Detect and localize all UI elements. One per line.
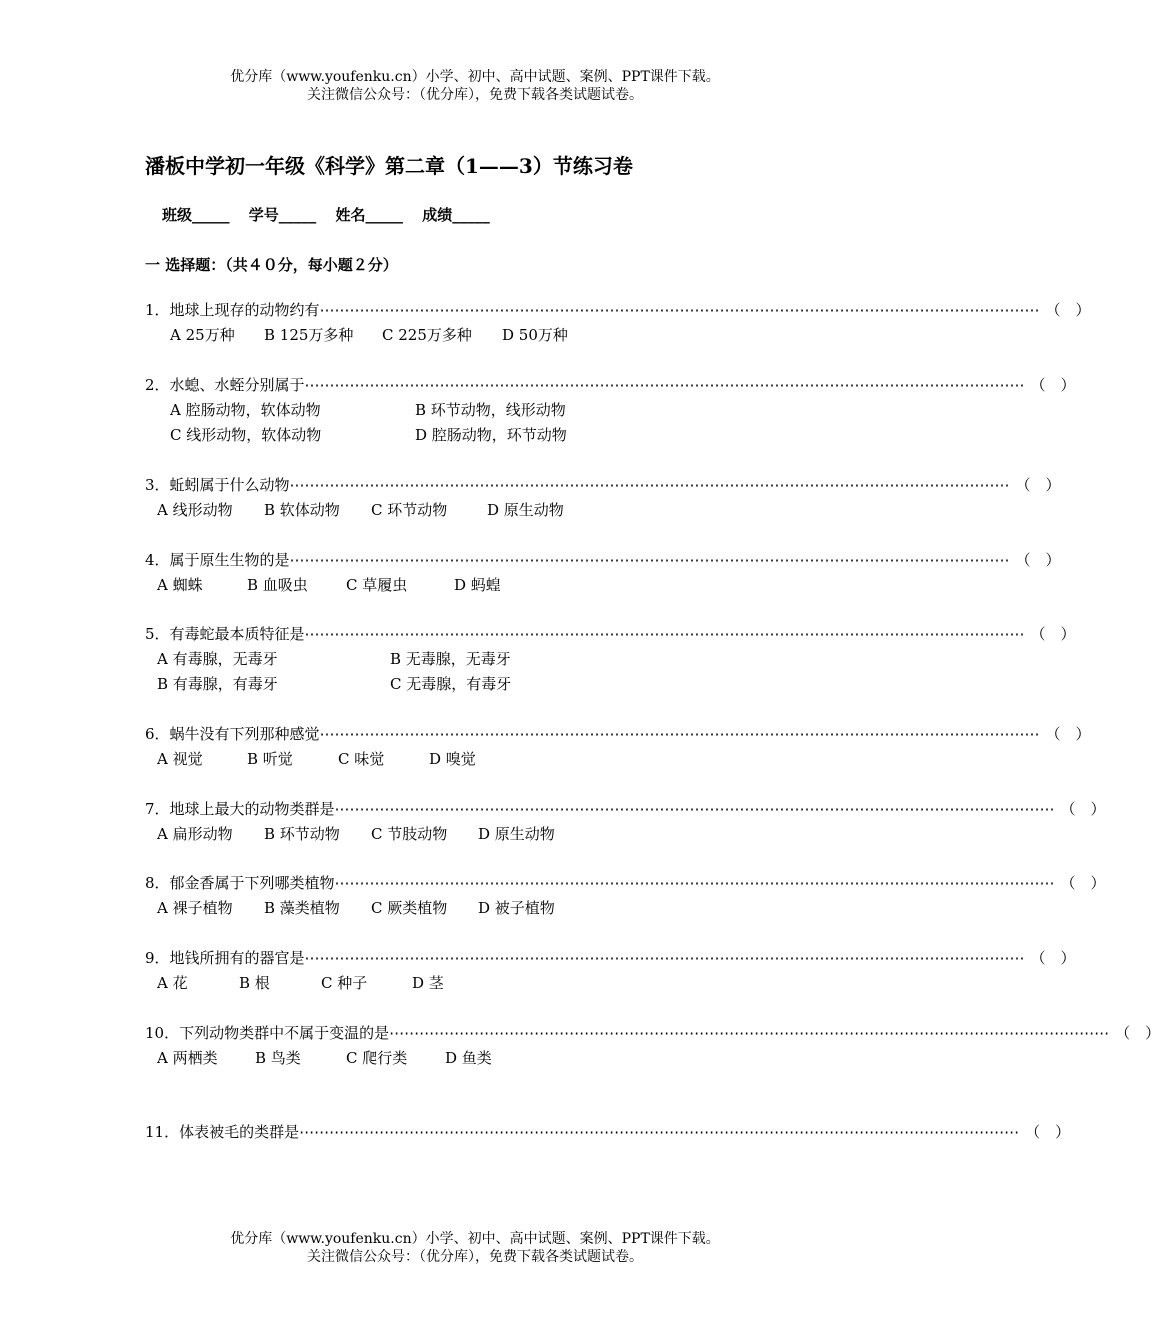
answer-blank: （ ） [1115, 1024, 1160, 1042]
option: B 鸟类 [255, 1049, 301, 1067]
question-10: 10．下列动物类群中不属于变温的是 ⋯⋯⋯⋯⋯⋯⋯⋯⋯⋯⋯⋯⋯⋯⋯⋯⋯⋯⋯⋯⋯⋯⋯⋯⋯⋯⋯⋯⋯⋯⋯⋯⋯⋯⋯⋯⋯⋯⋯⋯⋯⋯⋯⋯⋯⋯⋯⋯ （ ） A 两栖类 B 鸟类 C 爬行类 D 鱼类 [145, 1021, 760, 1071]
question-stem: 7．地球上最大的动物类群是 [145, 800, 335, 818]
question-1: 1．地球上现存的动物约有 ⋯⋯⋯⋯⋯⋯⋯⋯⋯⋯⋯⋯⋯⋯⋯⋯⋯⋯⋯⋯⋯⋯⋯⋯⋯⋯⋯⋯⋯⋯⋯⋯⋯⋯⋯⋯⋯⋯⋯⋯⋯⋯⋯⋯⋯⋯⋯⋯ （ ） A 25万种 B 125万多种 C 225万多种 D 50万种 [145, 298, 765, 348]
student-id-field: 学号_____ [248, 206, 317, 224]
name-field: 姓名_____ [335, 206, 404, 224]
option: C 厥类植物 [371, 899, 448, 917]
student-info-fields [162, 204, 504, 225]
class-field: 班级_____ [162, 206, 230, 224]
option: A 腔肠动物，软体动物 [170, 401, 321, 419]
option: B 听觉 [247, 750, 293, 768]
question-stem: 4．属于原生生物的是 [145, 551, 290, 569]
question-stem: 1．地球上现存的动物约有 [145, 301, 320, 319]
option: A 视觉 [157, 750, 203, 768]
option: A 25万种 [170, 326, 235, 344]
question-4: 4．属于原生生物的是 ⋯⋯⋯⋯⋯⋯⋯⋯⋯⋯⋯⋯⋯⋯⋯⋯⋯⋯⋯⋯⋯⋯⋯⋯⋯⋯⋯⋯⋯⋯⋯⋯⋯⋯⋯⋯⋯⋯⋯⋯⋯⋯⋯⋯⋯⋯⋯⋯ （ ） A 蜘蛛 B 血吸虫 C 草履虫 D 蚂蝗 [145, 548, 765, 598]
option: D 嗅觉 [429, 750, 476, 768]
option: D 50万种 [502, 326, 568, 344]
question-stem: 8．郁金香属于下列哪类植物 [145, 874, 335, 892]
answer-blank: （ ） [1060, 800, 1106, 818]
option: D 蚂蝗 [454, 576, 501, 594]
option: C 环节动物 [371, 501, 448, 519]
answer-blank: （ ） [1015, 476, 1061, 494]
option: A 两栖类 [157, 1049, 218, 1067]
option: C 节肢动物 [371, 825, 448, 843]
option: A 线形动物 [157, 501, 233, 519]
question-11: 11．体表被毛的类群是 ⋯⋯⋯⋯⋯⋯⋯⋯⋯⋯⋯⋯⋯⋯⋯⋯⋯⋯⋯⋯⋯⋯⋯⋯⋯⋯⋯⋯⋯⋯⋯⋯⋯⋯⋯⋯⋯⋯⋯⋯⋯⋯⋯⋯⋯⋯⋯⋯ （ ） [145, 1120, 720, 1145]
option: A 扁形动物 [157, 825, 233, 843]
question-stem: 11．体表被毛的类群是 [145, 1123, 300, 1141]
answer-blank: （ ） [1045, 301, 1091, 319]
option: B 环节动物 [264, 825, 340, 843]
score-field: 成绩_____ [422, 206, 490, 224]
answer-blank: （ ） [1015, 551, 1061, 569]
option: B 藻类植物 [264, 899, 340, 917]
option: B 有毒腺，有毒牙 [157, 675, 278, 693]
footer-line-1: 优分库（www.youfenku.cn）小学、初中、高中试题、案例、PPT课件下载。 [230, 1231, 720, 1247]
question-8: 8．郁金香属于下列哪类植物 ⋯⋯⋯⋯⋯⋯⋯⋯⋯⋯⋯⋯⋯⋯⋯⋯⋯⋯⋯⋯⋯⋯⋯⋯⋯⋯⋯⋯⋯⋯⋯⋯⋯⋯⋯⋯⋯⋯⋯⋯⋯⋯⋯⋯⋯⋯⋯⋯ （ ） A 裸子植物 B 藻类植物 C 厥类植物 D 被子植物 [145, 871, 765, 921]
question-stem: 3．蚯蚓属于什么动物 [145, 476, 290, 494]
option: D 鱼类 [445, 1049, 492, 1067]
question-stem: 5．有毒蛇最本质特征是 [145, 625, 305, 643]
answer-blank: （ ） [1045, 725, 1091, 743]
option: D 腔肠动物，环节动物 [415, 426, 567, 444]
option: D 被子植物 [478, 899, 555, 917]
option: A 花 [157, 974, 188, 992]
option: D 原生动物 [478, 825, 555, 843]
page-title: 潘板中学初一年级《科学》第二章（1——3）节练习卷 [145, 154, 633, 178]
option: B 软体动物 [264, 501, 340, 519]
option: A 裸子植物 [157, 899, 233, 917]
option: B 无毒腺，无毒牙 [390, 650, 511, 668]
question-3: 3．蚯蚓属于什么动物 ⋯⋯⋯⋯⋯⋯⋯⋯⋯⋯⋯⋯⋯⋯⋯⋯⋯⋯⋯⋯⋯⋯⋯⋯⋯⋯⋯⋯⋯⋯⋯⋯⋯⋯⋯⋯⋯⋯⋯⋯⋯⋯⋯⋯⋯⋯⋯⋯ （ ） A 线形动物 B 软体动物 C 环节动物 D 原生动物 [145, 473, 765, 523]
page-header [0, 68, 950, 104]
answer-blank: （ ） [1025, 1123, 1071, 1141]
question-stem: 9．地钱所拥有的器官是 [145, 949, 305, 967]
option: C 无毒腺，有毒牙 [390, 675, 512, 693]
answer-blank: （ ） [1030, 376, 1076, 394]
question-9: 9．地钱所拥有的器官是 ⋯⋯⋯⋯⋯⋯⋯⋯⋯⋯⋯⋯⋯⋯⋯⋯⋯⋯⋯⋯⋯⋯⋯⋯⋯⋯⋯⋯⋯⋯⋯⋯⋯⋯⋯⋯⋯⋯⋯⋯⋯⋯⋯⋯⋯⋯⋯⋯ （ ） A 花 B 根 C 种子 D 茎 [145, 946, 765, 996]
question-stem: 2．水螅、水蛭分别属于 [145, 376, 305, 394]
question-2: 2．水螅、水蛭分别属于 ⋯⋯⋯⋯⋯⋯⋯⋯⋯⋯⋯⋯⋯⋯⋯⋯⋯⋯⋯⋯⋯⋯⋯⋯⋯⋯⋯⋯⋯⋯⋯⋯⋯⋯⋯⋯⋯⋯⋯⋯⋯⋯⋯⋯⋯⋯⋯⋯ （ ） A 腔肠动物，软体动物 B 环节动物，线形动物 C 线形动物，软体动物 D 腔肠动物，环节动物 [145, 373, 765, 448]
answer-blank: （ ） [1030, 949, 1076, 967]
option: C 草履虫 [346, 576, 408, 594]
option: C 线形动物，软体动物 [170, 426, 322, 444]
option: A 有毒腺，无毒牙 [157, 650, 278, 668]
answer-blank: （ ） [1060, 874, 1106, 892]
section-heading: 一 选择题：（共４０分，每小题２分） [145, 256, 398, 274]
question-6: 6．蜗牛没有下列那种感觉 ⋯⋯⋯⋯⋯⋯⋯⋯⋯⋯⋯⋯⋯⋯⋯⋯⋯⋯⋯⋯⋯⋯⋯⋯⋯⋯⋯⋯⋯⋯⋯⋯⋯⋯⋯⋯⋯⋯⋯⋯⋯⋯⋯⋯⋯⋯⋯⋯ （ ） A 视觉 B 听觉 C 味觉 D 嗅觉 [145, 722, 765, 772]
question-stem: 10．下列动物类群中不属于变温的是 [145, 1024, 390, 1042]
option: C 种子 [321, 974, 368, 992]
page-footer [0, 1230, 950, 1266]
header-line-1: 优分库（www.youfenku.cn）小学、初中、高中试题、案例、PPT课件下载。 [230, 69, 720, 85]
option: D 茎 [412, 974, 444, 992]
option: D 原生动物 [487, 501, 564, 519]
question-stem: 6．蜗牛没有下列那种感觉 [145, 725, 320, 743]
option: B 环节动物，线形动物 [415, 401, 566, 419]
option: C 爬行类 [346, 1049, 408, 1067]
option: B 125万多种 [264, 326, 354, 344]
option: B 根 [239, 974, 270, 992]
option: C 味觉 [338, 750, 385, 768]
option: C 225万多种 [382, 326, 472, 344]
question-5: 5．有毒蛇最本质特征是 ⋯⋯⋯⋯⋯⋯⋯⋯⋯⋯⋯⋯⋯⋯⋯⋯⋯⋯⋯⋯⋯⋯⋯⋯⋯⋯⋯⋯⋯⋯⋯⋯⋯⋯⋯⋯⋯⋯⋯⋯⋯⋯⋯⋯⋯⋯⋯⋯ （ ） A 有毒腺，无毒牙 B 无毒腺，无毒牙 B 有毒腺，有毒牙 C 无毒腺，有毒牙 [145, 622, 765, 697]
footer-line-2: 关注微信公众号：（优分库），免费下载各类试题试卷。 [307, 1249, 643, 1265]
header-line-2: 关注微信公众号：（优分库），免费下载各类试题试卷。 [307, 87, 643, 103]
option: A 蜘蛛 [157, 576, 203, 594]
question-7: 7．地球上最大的动物类群是 ⋯⋯⋯⋯⋯⋯⋯⋯⋯⋯⋯⋯⋯⋯⋯⋯⋯⋯⋯⋯⋯⋯⋯⋯⋯⋯⋯⋯⋯⋯⋯⋯⋯⋯⋯⋯⋯⋯⋯⋯⋯⋯⋯⋯⋯⋯⋯⋯ （ ） A 扁形动物 B 环节动物 C 节肢动物 D 原生动物 [145, 797, 765, 847]
answer-blank: （ ） [1030, 625, 1076, 643]
option: B 血吸虫 [247, 576, 308, 594]
